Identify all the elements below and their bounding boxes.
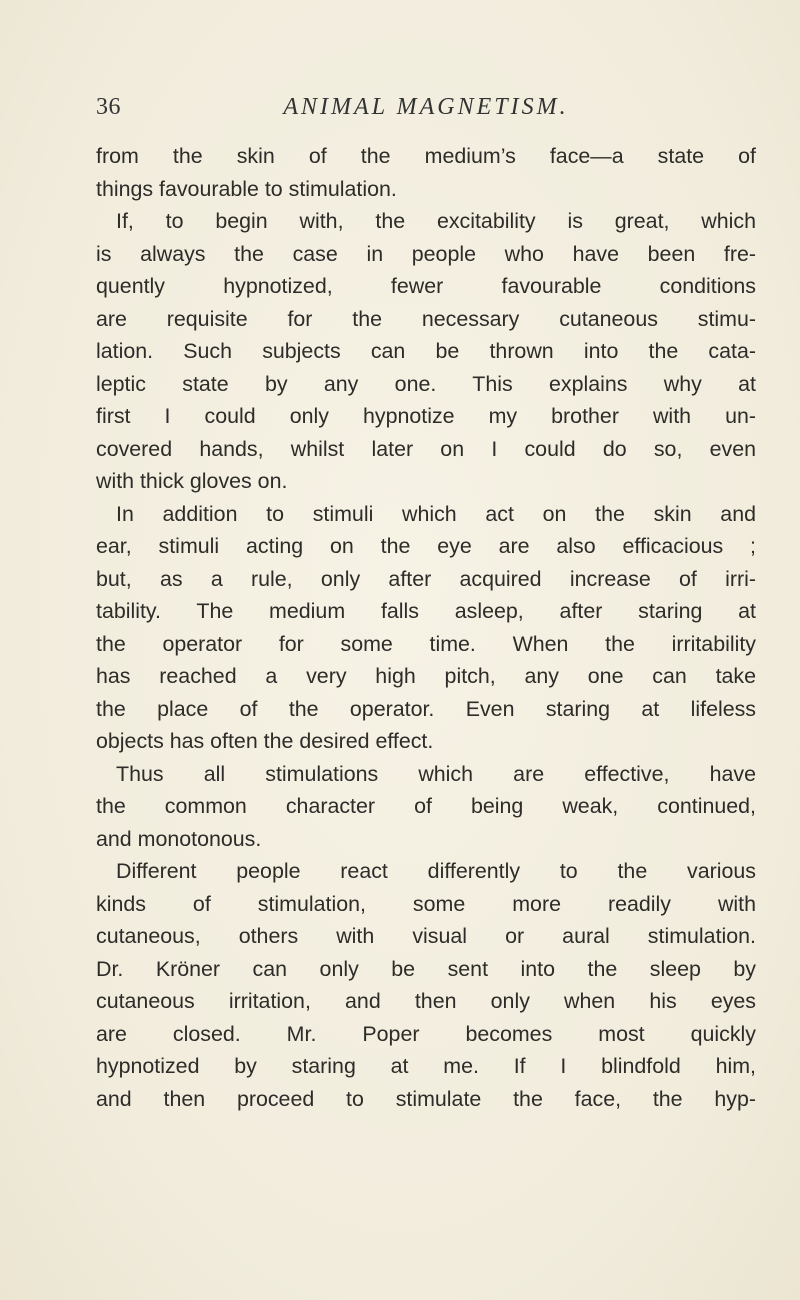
- text-line: the common character of being weak, continued,: [96, 794, 756, 818]
- text-line: cutaneous, others with visual or aural stimulation.: [96, 924, 756, 948]
- text-line: the operator for some time. When the irritability: [96, 631, 756, 656]
- text-line: In addition to stimuli which act on the skin and: [116, 501, 756, 526]
- text-line: Thus all stimulations which are effective, have: [116, 761, 756, 786]
- text-line: cutaneous irritation, and then only when his eyes: [96, 989, 756, 1013]
- text-line: leptic state by any one. This explains why at: [96, 371, 756, 396]
- text-line: kinds of stimulation, some more readily with: [96, 891, 756, 916]
- text-line: If, to begin with, the excitability is great, which: [116, 209, 756, 233]
- text-line: lation. Such subjects can be thrown into the cata-: [96, 339, 756, 363]
- text-line: the place of the operator. Even staring at lifeless: [96, 696, 756, 721]
- text-line: but, as a rule, only after acquired increase of irri-: [96, 566, 756, 591]
- text-line: has reached a very high pitch, any one can take: [96, 664, 756, 688]
- text-line: quently hypnotized, fewer favourable conditions: [96, 274, 756, 298]
- text-line: objects has often the desired effect.: [96, 729, 434, 753]
- text-line: and then proceed to stimulate the face, the hyp-: [96, 1086, 756, 1111]
- text-line: Dr. Kröner can only be sent into the sleep by: [96, 956, 756, 981]
- text-line: ear, stimuli acting on the eye are also efficacious ;: [96, 534, 756, 558]
- text-line: things favourable to stimulation.: [96, 176, 397, 201]
- text-line: first I could only hypnotize my brother with un-: [96, 404, 756, 428]
- text-line: hypnotized by staring at me. If I blindfold him,: [96, 1054, 756, 1078]
- page-header: [96, 94, 756, 126]
- running-head: ANIMAL MAGNETISM.: [283, 94, 569, 120]
- text-line: covered hands, whilst later on I could do so, even: [96, 436, 756, 461]
- page-number: 36: [96, 94, 121, 120]
- text-line: are requisite for the necessary cutaneous stimu-: [96, 306, 756, 331]
- text-line: are closed. Mr. Poper becomes most quickly: [96, 1021, 756, 1046]
- body-text: [96, 140, 756, 1115]
- text-line: tability. The medium falls asleep, after staring at: [96, 599, 756, 623]
- text-line: and monotonous.: [96, 826, 262, 851]
- text-line: with thick gloves on.: [96, 469, 288, 493]
- text-line: from the skin of the medium’s face—a state of: [96, 144, 756, 168]
- text-line: Different people react differently to the various: [116, 859, 756, 883]
- text-line: is always the case in people who have been fre-: [96, 241, 756, 266]
